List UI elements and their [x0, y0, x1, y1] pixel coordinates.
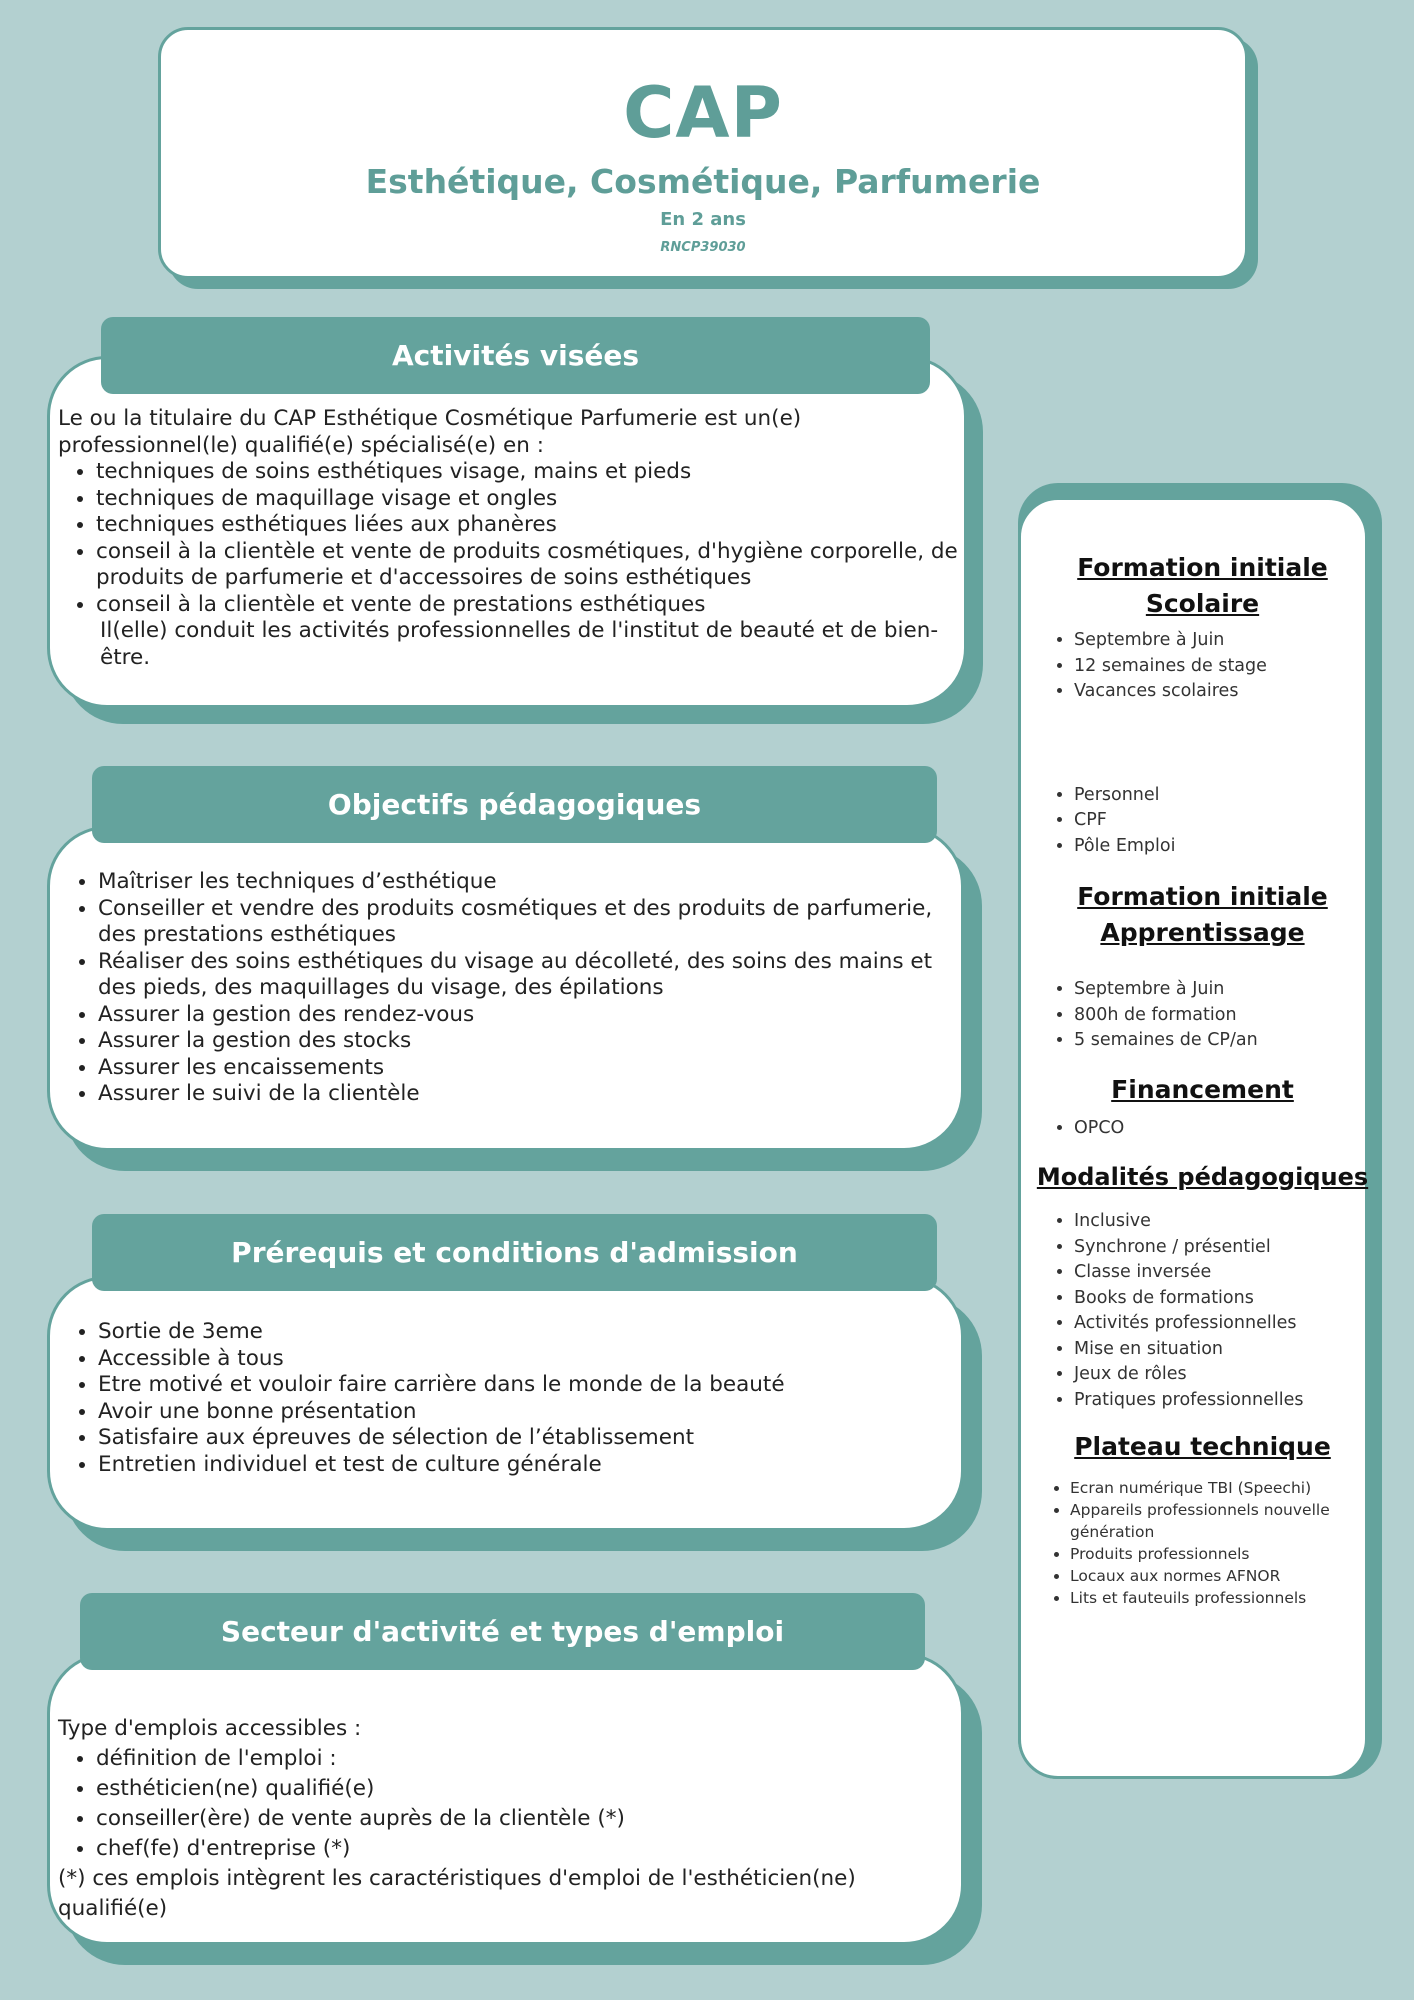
list-item: • Jeux de rôles: [1074, 1362, 1375, 1388]
list-item: • Sortie de 3eme: [98, 1319, 950, 1346]
list-item: • Etre motivé et vouloir faire carrière dans le monde de la beauté: [98, 1372, 950, 1399]
secteur-heading: Secteur d'activité et types d'emploi: [80, 1593, 925, 1670]
list-item: • Septembre à Juin: [1074, 628, 1375, 654]
objectifs-heading: Objectifs pédagogiques: [92, 766, 937, 843]
activites-intro: Le ou la titulaire du CAP Esthétique Cosmétique Parfumerie est un(e) professionnel(le) qualifié(e) spécialisé(e) en :: [58, 406, 802, 458]
list-item: • Assurer les encaissements: [98, 1055, 950, 1082]
list-item: • Assurer la gestion des rendez-vous: [98, 1002, 950, 1029]
list-item: • Conseiller et vendre des produits cosmétiques et des produits de parfumerie, des prestations esthétiques: [98, 896, 950, 949]
list-item: • Vacances scolaires: [1074, 679, 1375, 705]
page-title: CAP: [623, 72, 783, 154]
list-item: • Synchrone / présentiel: [1074, 1235, 1375, 1261]
scolaire-heading-line2: Scolaire: [1145, 589, 1260, 618]
list-item: • chef(fe) d'entreprise (*): [96, 1834, 958, 1864]
list-item: • Appareils professionnels nouvelle génération: [1070, 1499, 1355, 1543]
activites-list: [96, 459, 958, 618]
financement-heading: Financement: [1111, 1074, 1294, 1104]
list-item: • conseil à la clientèle et vente de produits cosmétiques, d'hygiène corporelle, de produits de parfumerie et d'accessoires de soins esthétiques: [96, 539, 958, 592]
secteur-intro: Type d'emplois accessibles :: [58, 1716, 362, 1741]
list-item: • conseil à la clientèle et vente de prestations esthétiques: [96, 592, 958, 619]
list-item: • techniques esthétiques liées aux phanères: [96, 512, 958, 539]
apprentissage-heading: [1030, 879, 1375, 951]
list-item: • 5 semaines de CP/an: [1074, 1028, 1375, 1054]
list-item: • 12 semaines de stage: [1074, 654, 1375, 680]
scolaire-list: [1074, 628, 1375, 705]
list-item: • 800h de formation: [1074, 1003, 1375, 1029]
page-subtitle: Esthétique, Cosmétique, Parfumerie: [365, 162, 1041, 201]
financement-list: [1074, 1116, 1375, 1142]
plateau-heading: Plateau technique: [1074, 1432, 1331, 1461]
list-item: • esthéticien(ne) qualifié(e): [96, 1774, 958, 1804]
funding-list: [1074, 783, 1375, 860]
modalites-heading: Modalités pédagogiques: [1036, 1163, 1369, 1191]
objectifs-body: [60, 869, 950, 1108]
list-item: • Books de formations: [1074, 1286, 1375, 1312]
apprentissage-heading-line1: Formation initiale: [1077, 882, 1328, 911]
list-item: • techniques de soins esthétiques visage, mains et pieds: [96, 459, 958, 486]
header-card: [158, 27, 1248, 279]
list-item: • Lits et fauteuils professionnels: [1070, 1587, 1355, 1609]
list-item: • Ecran numérique TBI (Speechi): [1070, 1477, 1355, 1499]
list-item: • Satisfaire aux épreuves de sélection de l’établissement: [98, 1425, 950, 1452]
list-item: • Pôle Emploi: [1074, 834, 1375, 860]
activites-outro: Il(elle) conduit les activités professionnelles de l'institut de beauté et de bien-être.: [100, 618, 939, 670]
apprentissage-heading-line2: Apprentissage: [1100, 918, 1305, 947]
objectifs-list: [98, 869, 950, 1108]
activites-body: [58, 406, 958, 671]
prerequis-list: [98, 1319, 950, 1478]
secteur-outro: (*) ces emplois intègrent les caractéristiques d'emploi de l'esthéticien(ne) qualifié(e): [58, 1866, 856, 1921]
list-item: • Réaliser des soins esthétiques du visage au décolleté, des soins des mains et des pieds, des maquillages du visage, des épilations: [98, 949, 950, 1002]
plateau-list: [1070, 1477, 1375, 1609]
scolaire-heading: [1030, 550, 1375, 622]
list-item: • Septembre à Juin: [1074, 977, 1375, 1003]
list-item: • techniques de maquillage visage et ongles: [96, 486, 958, 513]
header-card-face: [158, 27, 1248, 279]
list-item: • Produits professionnels: [1070, 1543, 1355, 1565]
list-item: • Maîtriser les techniques d’esthétique: [98, 869, 950, 896]
rncp-code: RNCP39030: [660, 240, 746, 255]
secteur-list: [96, 1744, 958, 1864]
list-item: • Activités professionnelles: [1074, 1311, 1375, 1337]
list-item: • Assurer la gestion des stocks: [98, 1028, 950, 1055]
prerequis-heading: Prérequis et conditions d'admission: [92, 1214, 937, 1291]
list-item: • Pratiques professionnelles: [1074, 1388, 1375, 1414]
list-item: • Classe inversée: [1074, 1260, 1375, 1286]
list-item: • Accessible à tous: [98, 1346, 950, 1373]
list-item: • CPF: [1074, 808, 1375, 834]
duration-label: En 2 ans: [660, 209, 746, 230]
sidebar-content: [1030, 550, 1375, 1609]
list-item: • Inclusive: [1074, 1209, 1375, 1235]
modalites-list: [1074, 1209, 1375, 1413]
secteur-body: [58, 1714, 958, 1924]
list-item: • Entretien individuel et test de culture générale: [98, 1452, 950, 1479]
apprentissage-list: [1074, 977, 1375, 1054]
list-item: • Locaux aux normes AFNOR: [1070, 1565, 1355, 1587]
list-item: • Assurer le suivi de la clientèle: [98, 1081, 950, 1108]
list-item: • Personnel: [1074, 783, 1375, 809]
list-item: • Avoir une bonne présentation: [98, 1399, 950, 1426]
list-item: • Mise en situation: [1074, 1337, 1375, 1363]
list-item: • conseiller(ère) de vente auprès de la clientèle (*): [96, 1804, 958, 1834]
scolaire-heading-line1: Formation initiale: [1077, 553, 1328, 582]
list-item: • OPCO: [1074, 1116, 1375, 1142]
prerequis-body: [60, 1319, 950, 1478]
activites-heading: Activités visées: [101, 317, 930, 394]
list-item: • définition de l'emploi :: [96, 1744, 958, 1774]
